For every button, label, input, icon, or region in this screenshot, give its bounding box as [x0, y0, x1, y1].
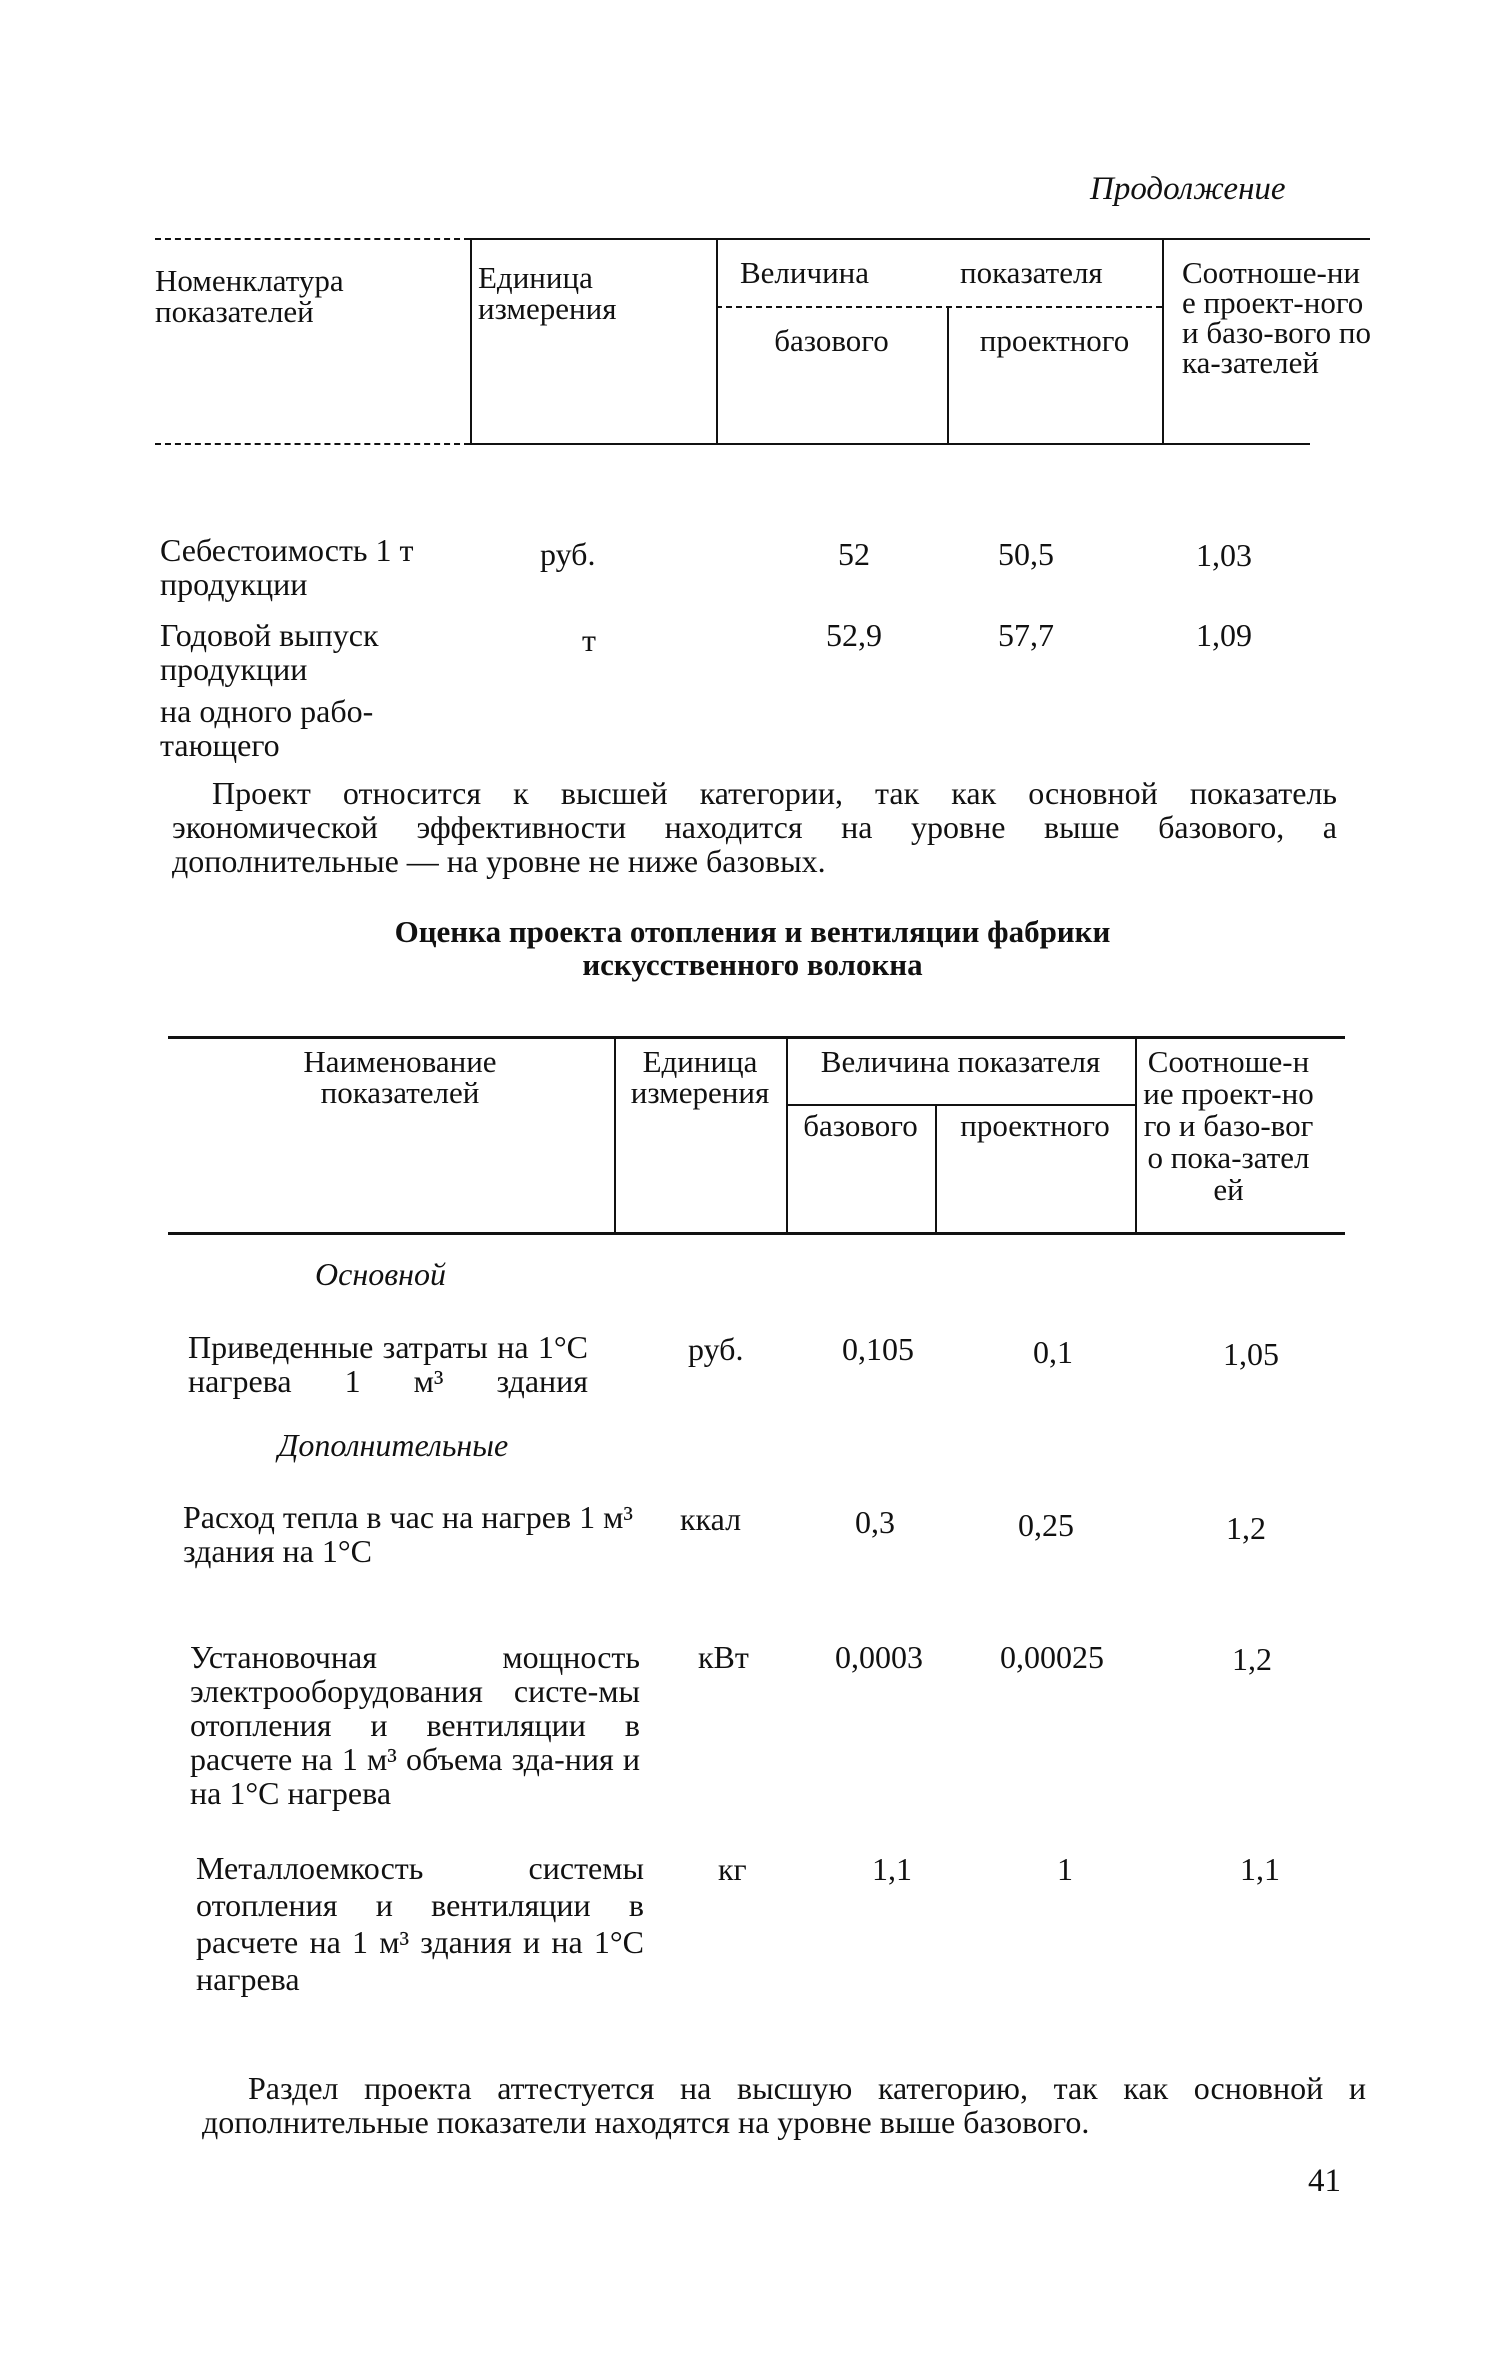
table1-top-rule [470, 238, 1370, 240]
section-title [170, 915, 1335, 981]
row-unit: руб. [540, 536, 596, 572]
page-number: 41 [1308, 2163, 1341, 2199]
row-project: 0,1 [1033, 1334, 1073, 1370]
row-unit: т [582, 622, 596, 658]
row-name: Себестоимость 1 т продукции [160, 532, 414, 602]
row-base: 0,0003 [835, 1639, 923, 1675]
row-ratio: 1,09 [1196, 617, 1252, 653]
group-label-extra: Дополнительные [278, 1427, 509, 1463]
row-ratio: 1,2 [1232, 1641, 1272, 1677]
table1-col-divider [1162, 238, 1164, 445]
table2-col-divider [1135, 1036, 1137, 1232]
paragraph-1-text: Проект относится к высшей категории, так как основной показатель экономической эффективности находится на уровне выше базового, а дополнительные — на уровне не ниже базовых. [172, 775, 1337, 879]
row-name: Расход тепла в час на нагрев 1 м³ здания на 1°С [183, 1499, 633, 1569]
row-ratio: 1,2 [1226, 1510, 1266, 1546]
table1-header-project: проектного [979, 323, 1130, 358]
row-name: Установочная мощность электрооборудования систе-мы отопления и вентиляции в расчете на 1 м³ объема зда-ния и на 1°С нагрева [190, 1639, 640, 1811]
paragraph-2-text: Раздел проекта аттестуется на высшую категорию, так как основной и дополнительные показатели находятся на уровне выше базового. [202, 2070, 1366, 2140]
table1-header-value-right: показателя [960, 255, 1103, 290]
table1-top-rule-left [155, 238, 470, 240]
row-name: Годовой выпуск продукции [160, 617, 379, 687]
row-ratio: 1,05 [1223, 1336, 1279, 1372]
table2-header-base: базового [803, 1108, 918, 1143]
row-ratio: 1,1 [1240, 1851, 1280, 1887]
row-project: 57,7 [998, 617, 1054, 653]
table2-header-project: проектного [960, 1108, 1110, 1143]
row-base: 0,3 [855, 1504, 895, 1540]
table1-header-unit: Единица измерения [478, 260, 617, 326]
row-base: 52 [838, 536, 870, 572]
table2-header-value: Величина показателя [820, 1044, 1101, 1079]
row-ratio: 1,03 [1196, 537, 1252, 573]
row-name: Приведенные затраты на 1°С нагрева 1 м³ здания [188, 1329, 588, 1399]
table1-sub-rule [716, 306, 1162, 308]
table2-bottom-rule [168, 1232, 1345, 1235]
row-project: 0,00025 [1000, 1639, 1104, 1675]
table1-header-base: базового [774, 323, 889, 358]
row-project: 50,5 [998, 536, 1054, 572]
table2-header-ratio: Соотноше-ние проект-ного и базо-вого пока-зателей [1143, 1044, 1314, 1207]
row-unit: кВт [698, 1639, 749, 1675]
row-project: 0,25 [1018, 1507, 1074, 1543]
table2-top-rule [168, 1036, 1345, 1039]
group-label-main: Основной [315, 1256, 446, 1292]
row-base: 52,9 [826, 617, 882, 653]
table1-bottom-rule [470, 443, 1310, 445]
row-name: Металлоемкость системы отопления и вентиляции в расчете на 1 м³ здания и на 1°С нагрева [196, 1850, 644, 1997]
paragraph-1 [172, 776, 1337, 878]
paragraph-2 [202, 2071, 1366, 2139]
row-unit: ккал [680, 1501, 742, 1537]
table1-header-value-left: Величина [740, 255, 870, 290]
table1-col-divider [470, 238, 472, 445]
table1-header-ratio: Соотноше-ние проект-ного и базо-вого пока-зателей [1182, 255, 1371, 380]
row-project: 1 [1057, 1851, 1073, 1887]
row-name-continued: на одного рабо-тающего [160, 693, 374, 763]
table2-header-unit: Единица измерения [630, 1044, 770, 1110]
row-base: 0,105 [842, 1331, 914, 1367]
table2-sub-rule [786, 1104, 1135, 1106]
row-base: 1,1 [872, 1851, 912, 1887]
row-unit: руб. [688, 1331, 744, 1367]
row-unit: кг [718, 1851, 747, 1887]
table1-bottom-rule-left [155, 443, 470, 445]
section-title-line2: искусственного волокна [582, 947, 923, 982]
table2-header-name: Наименование показателей [303, 1044, 497, 1110]
section-title-line1: Оценка проекта отопления и вентиляции фабрики [394, 914, 1111, 949]
table1-header-nomenclature: Номенклатура показателей [155, 263, 344, 329]
continuation-label: Продолжение [1090, 171, 1286, 207]
